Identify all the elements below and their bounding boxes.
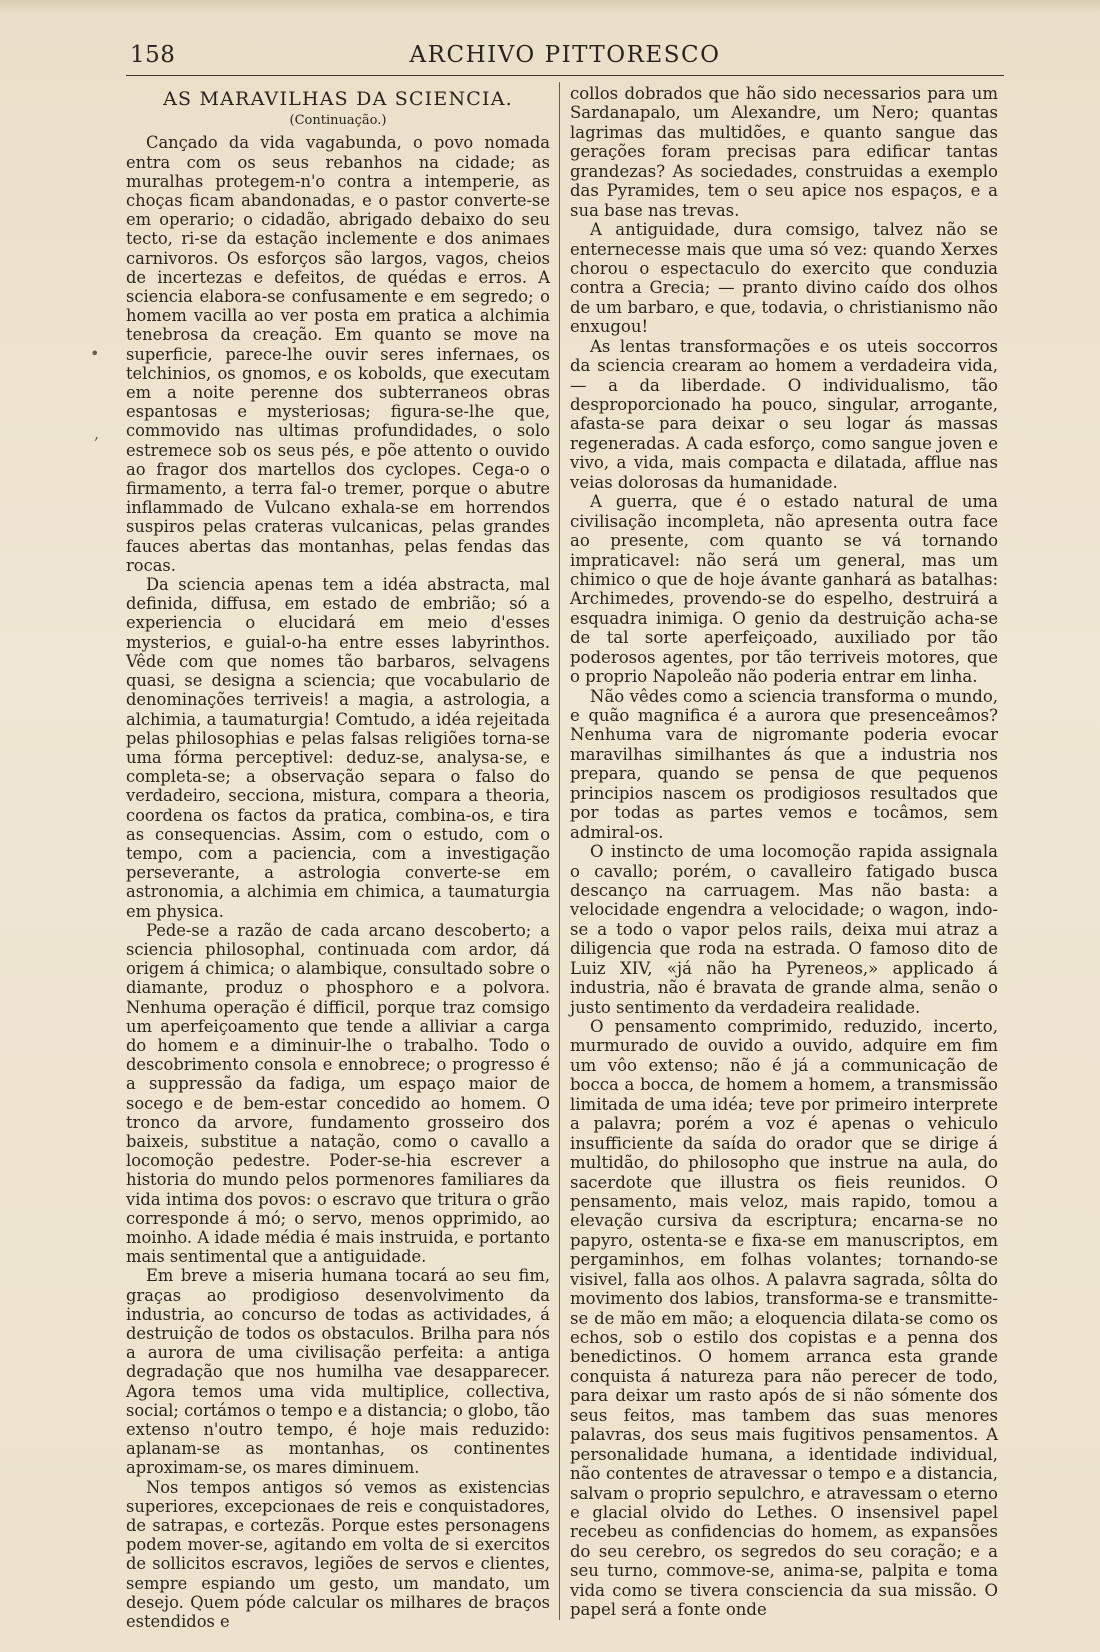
running-title: ARCHIVO PITTORESCO	[409, 42, 721, 68]
paragraph: Da sciencia apenas tem a idéa abstracta, mal definida, diffusa, em estado de embrião; só a experiencia o elucidará em meio d'esses mysterios, e guial-o-ha entre esses labyrinthos. Vêde com que nomes tão barbaros, selvagens quasi, se designa a sciencia; que vocabulario de denominações terriveis! a magia, a astrologia, a alchimia, a taumaturgia! Comtudo, a idéa rejeitada pelas philosophias e pelas falsas religiões torna-se uma fórma perceptivel: deduz-se, analysa-se, e completa-se; a observação separa o falso do verdadeiro, secciona, mistura, compara a theoria, coordena os factos da pratica, combina-os, e tira as consequencias. Assim, com o estudo, com o tempo, com a paciencia, com a investigação perseverante, a astrologia converte-se em astronomia, a alchimia em chimica, a taumaturgia em physica.	[126, 575, 550, 921]
paragraph: Não vêdes como a sciencia transforma o mundo, e quão magnifica é a aurora que presenceâmos? Nenhuma vara de nigromante poderia evocar maravilhas similhantes ás que a industria nos prepara, quando se pensa de que pequenos principios nascem os prodigiosos resultados que por todas as partes vemos e tocâmos, sem admiral-os.	[570, 686, 998, 842]
page-header	[126, 40, 1004, 74]
article-title: AS MARAVILHAS DA SCIENCIA.	[163, 88, 513, 110]
column-divider	[559, 82, 560, 1620]
right-column	[570, 84, 998, 1620]
paragraph: As lentas transformações e os uteis soccorros da sciencia crearam ao homem a verdadeira vida, — a da liberdade. O individualismo, tão desproporcionado ha pouco, singular, arrogante, afasta-se para deixar o seu logar ás massas regeneradas. A cada esforço, como sangue joven e vivo, a vida, mais compacta e dilatada, afflue nas veias dolorosas da humanidade.	[570, 336, 998, 492]
article-subtitle: (Continuação.)	[289, 113, 387, 129]
left-column	[126, 84, 550, 1631]
paragraph: A antiguidade, dura comsigo, talvez não se enternecesse mais que uma só vez: quando Xerxes chorou o espectaculo do exercito que conduzia contra a Grecia; — pranto divino caído dos olhos de um barbaro, e que, todavia, o christianismo não enxugou!	[570, 220, 998, 337]
page-top-edge	[0, 0, 1100, 14]
paragraph: A guerra, que é o estado natural de uma civilisação incompleta, não apresenta outra face ao presente, com quanto se vá tornando impraticavel: não será um general, mas um chimico o que de hoje ávante ganhará as batalhas: Archimedes, provendo-se do espelho, destruirá a esquadra inimiga. O genio da destruição acha-se de tal sorte aperfeiçoado, auxiliado por tão poderosos agentes, por tão terriveis motores, que o proprio Napoleão não poderia entrar em linha.	[570, 492, 998, 687]
header-rule	[126, 75, 1004, 76]
page-number: 158	[130, 42, 176, 68]
paragraph: O instincto de uma locomoção rapida assignala o cavallo; porém, o cavalleiro fatigado busca descanço na carruagem. Mas não basta: a velocidade engendra a velocidade; o wagon, indo-se a todo o vapor pelos rails, deixa mui atraz a diligencia que roda na estrada. O famoso dito de Luiz XIV, «já não ha Pyreneos,» applicado á industria, não é bravata de grande alma, senão o justo sentimento da verdadeira realidade.	[570, 842, 998, 1017]
paragraph: Em breve a miseria humana tocará ao seu fim, graças ao prodigioso desenvolvimento da industria, ao concurso de todas as actividades, á destruição de todos os obstaculos. Brilha para nós a aurora de uma civilisação perfeita: a antiga degradação que nos humilha vae desapparecer. Agora temos uma vida multiplice, collectiva, social; cortámos o tempo e a distancia; o globo, tão extenso n'outro tempo, é hoje mais reduzido: aplanam-se as montanhas, os continentes aproximam-se, os mares diminuem.	[126, 1266, 550, 1478]
paragraph: Nos tempos antigos só vemos as existencias superiores, excepcionaes de reis e conquistadores, de satrapas, e cortezãs. Porque estes personagens podem mover-se, agitando em volta de si exercitos de sollicitos escravos, legiões de servos e clientes, sempre espiando um gesto, um mandato, um desejo. Quem póde calcular os milhares de braços estendidos e	[126, 1477, 550, 1632]
margin-mark: •	[90, 344, 100, 363]
margin-mark: ,	[94, 424, 100, 443]
paragraph: collos dobrados que hão sido necessarios para um Sardanapalo, um Alexandre, um Nero; quantas lagrimas das multidões, e quanto sangue das gerações foram precisas para edificar tantas grandezas? As sociedades, construidas a exemplo das Pyramides, tem o seu apice nos espaços, e a sua base nas trevas.	[570, 84, 998, 220]
paragraph: O pensamento comprimido, reduzido, incerto, murmurado de ouvido a ouvido, adquire em fim um vôo extenso; não é já a communicação de bocca a bocca, de homem a homem, a transmissão limitada de uma idéa; teve por primeiro interprete a palavra; porém a voz é apenas o vehiculo insufficiente da saída do orador que se dirige á multidão, do philosopho que instrue na aula, do sacerdote que illustra os fieis reunidos. O pensamento, mais veloz, mais rapido, tomou a elevação cursiva da escriptura; encarna-se no papyro, ostenta-se e fixa-se em manuscriptos, em pergaminhos, em folhas volantes; tornando-se visivel, falla aos olhos. A palavra sagrada, sôlta do movimento dos labios, transforma-se e transmitte-se de mão em mão; a eloquencia dilata-se como os echos, sob o estilo dos copistas e a penna dos benedictinos. O homem arranca esta grande conquista á natureza para não perecer de todo, para deixar um rasto após de si não sómente dos seus feitos, mas tambem das suas menores palavras, dos seus mais fugitivos pensamentos. A personalidade humana, a identidade individual, não contentes de atravessar o tempo e a distancia, salvam o proprio sepulchro, e atravessam o eterno e glacial olvido do Lethes. O insensivel papel recebeu as confidencias do homem, as expansões do seu cerebro, os segredos do seu coração; e a seu turno, commove-se, anima-se, palpita e toma vida como se tivera consciencia da sua missão. O papel será a fonte onde	[570, 1017, 998, 1620]
paragraph: Pede-se a razão de cada arcano descoberto; a sciencia philosophal, continuada com ardor, dá origem á chimica; o alambique, consultado sobre o diamante, produz o phosphoro e a polvora. Nenhuma operação é difficil, porque traz comsigo um aperfeiçoamento que tende a alliviar a carga do homem e a diminuir-lhe o trabalho. Todo o descobrimento consola e ennobrece; o progresso é a suppressão da fadiga, um espaço maior de socego e de bem-estar concedido ao homem. O tronco da arvore, fundamento grosseiro dos baixeis, substitue a natação, como o cavallo a locomoção pedestre. Poder-se-hia escrever a historia do mundo pelos pormenores familiares da vida intima dos povos: o escravo que tritura o grão corresponde á mó; o servo, menos opprimido, ao moinho. A idade média é mais instruida, e portanto mais sentimental que a antiguidade.	[126, 920, 550, 1267]
paragraph: Cançado da vida vagabunda, o povo nomada entra com os seus rebanhos na cidade; as muralhas protegem-n'o contra a intemperie, as choças ficam abandonadas, e o pastor converte-se em operario; o cidadão, abrigado debaixo do seu tecto, ri-se da estação inclemente e dos animaes carnivoros. Os esforços são largos, vagos, cheios de incertezas e defeitos, de quédas e erros. A sciencia elabora-se confusamente e em segredo; o homem vacilla ao ver posta em pratica a alchimia tenebrosa da creação. Em quanto se move na superficie, parece-lhe ouvir seres infernaes, os telchinios, os gnomos, e os kobolds, que executam em a noite perenne dos subterraneos obras espantosas e mysteriosas; figura-se-lhe que, commovido nas ultimas profundidades, o solo estremece sob os seus pés, e põe attento o ouvido ao fragor dos martellos dos cyclopes. Cega-o o firmamento, a terra fal-o tremer, porque o abutre inflammado de Vulcano exhala-se em horrendos suspiros pelas crateras vulcanicas, pelas grandes fauces abertas das montanhas, pelas fendas das rocas.	[126, 133, 550, 575]
